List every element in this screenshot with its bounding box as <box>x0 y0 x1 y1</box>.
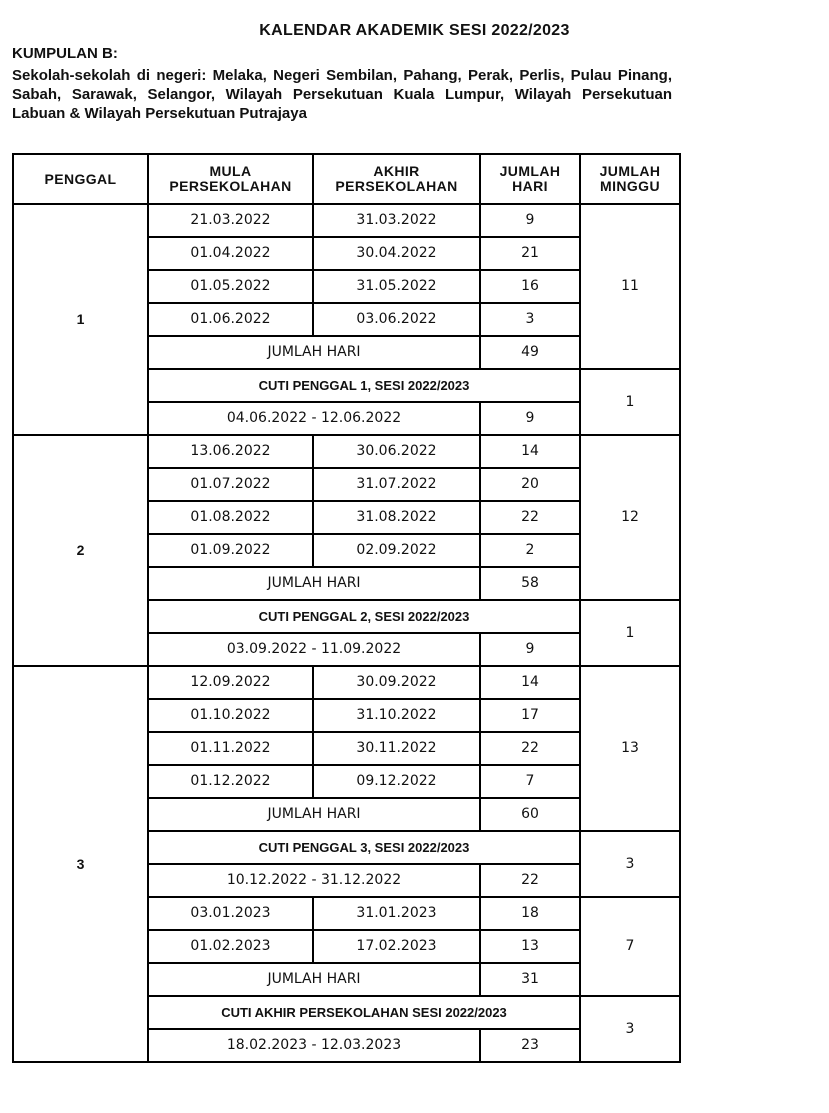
break-weeks: 1 <box>580 369 680 435</box>
header-mula: MULA PERSEKOLAHAN <box>148 154 313 204</box>
header-row <box>13 154 680 204</box>
header-penggal: PENGGAL <box>13 154 148 204</box>
day-count: 22 <box>480 732 580 765</box>
day-count: 2 <box>480 534 580 567</box>
day-count: 7 <box>480 765 580 798</box>
day-count: 17 <box>480 699 580 732</box>
end-date: 31.01.2023 <box>313 897 480 930</box>
end-date: 03.06.2022 <box>313 303 480 336</box>
total-days: 60 <box>480 798 580 831</box>
end-date: 02.09.2022 <box>313 534 480 567</box>
states-list: Sekolah-sekolah di negeri: Melaka, Negeri Sembilan, Pahang, Perak, Perlis, Pulau Pinang, Sabah, Sarawak, Selangor, Wilayah Persekutuan Kuala Lumpur, Wilayah Persekutuan Labuan & Wilayah Persekutuan Putrajaya <box>12 67 672 122</box>
group-label: KUMPULAN B: <box>12 45 118 62</box>
total-days: 49 <box>480 336 580 369</box>
start-date: 01.10.2022 <box>148 699 313 732</box>
end-date: 30.09.2022 <box>313 666 480 699</box>
end-date: 31.05.2022 <box>313 270 480 303</box>
page-title: KALENDAR AKADEMIK SESI 2022/2023 <box>259 22 570 39</box>
final-break-title: CUTI AKHIR PERSEKOLAHAN SESI 2022/2023 <box>148 996 580 1029</box>
week-count: 12 <box>580 435 680 600</box>
day-count: 13 <box>480 930 580 963</box>
start-date: 03.01.2023 <box>148 897 313 930</box>
day-count: 22 <box>480 501 580 534</box>
end-date: 17.02.2023 <box>313 930 480 963</box>
end-date: 31.07.2022 <box>313 468 480 501</box>
start-date: 13.06.2022 <box>148 435 313 468</box>
day-count: 3 <box>480 303 580 336</box>
total-days: 58 <box>480 567 580 600</box>
final-break-weeks: 3 <box>580 996 680 1062</box>
start-date: 01.02.2023 <box>148 930 313 963</box>
day-count: 14 <box>480 666 580 699</box>
start-date: 01.05.2022 <box>148 270 313 303</box>
break-weeks: 3 <box>580 831 680 897</box>
total-label: JUMLAH HARI <box>148 336 480 369</box>
break-range: 04.06.2022 - 12.06.2022 <box>148 402 480 435</box>
break-range: 03.09.2022 - 11.09.2022 <box>148 633 480 666</box>
penggal-cell: 2 <box>13 435 148 666</box>
break-days: 9 <box>480 633 580 666</box>
table-row <box>13 666 680 699</box>
total-days: 31 <box>480 963 580 996</box>
break-weeks: 1 <box>580 600 680 666</box>
end-date: 31.03.2022 <box>313 204 480 237</box>
day-count: 21 <box>480 237 580 270</box>
break-title: CUTI PENGGAL 1, SESI 2022/2023 <box>148 369 580 402</box>
header-jumlah-minggu: JUMLAH MINGGU <box>580 154 680 204</box>
final-break-range: 18.02.2023 - 12.03.2023 <box>148 1029 480 1062</box>
penggal-cell: 3 <box>13 666 148 1062</box>
total-label: JUMLAH HARI <box>148 798 480 831</box>
start-date: 01.08.2022 <box>148 501 313 534</box>
start-date: 01.07.2022 <box>148 468 313 501</box>
header-jumlah-hari: JUMLAH HARI <box>480 154 580 204</box>
break-days: 22 <box>480 864 580 897</box>
header-akhir: AKHIR PERSEKOLAHAN <box>313 154 480 204</box>
total-label: JUMLAH HARI <box>148 567 480 600</box>
week-count: 7 <box>580 897 680 996</box>
table-row <box>13 204 680 237</box>
end-date: 31.08.2022 <box>313 501 480 534</box>
table-row <box>13 435 680 468</box>
end-date: 30.06.2022 <box>313 435 480 468</box>
academic-calendar-table <box>12 153 681 1063</box>
total-label: JUMLAH HARI <box>148 963 480 996</box>
week-count: 11 <box>580 204 680 369</box>
start-date: 21.03.2022 <box>148 204 313 237</box>
final-break-days: 23 <box>480 1029 580 1062</box>
end-date: 30.04.2022 <box>313 237 480 270</box>
day-count: 18 <box>480 897 580 930</box>
penggal-cell: 1 <box>13 204 148 435</box>
end-date: 30.11.2022 <box>313 732 480 765</box>
start-date: 01.04.2022 <box>148 237 313 270</box>
day-count: 20 <box>480 468 580 501</box>
start-date: 01.11.2022 <box>148 732 313 765</box>
end-date: 09.12.2022 <box>313 765 480 798</box>
day-count: 9 <box>480 204 580 237</box>
day-count: 14 <box>480 435 580 468</box>
start-date: 01.12.2022 <box>148 765 313 798</box>
start-date: 01.06.2022 <box>148 303 313 336</box>
break-title: CUTI PENGGAL 2, SESI 2022/2023 <box>148 600 580 633</box>
day-count: 16 <box>480 270 580 303</box>
start-date: 01.09.2022 <box>148 534 313 567</box>
break-range: 10.12.2022 - 31.12.2022 <box>148 864 480 897</box>
break-days: 9 <box>480 402 580 435</box>
start-date: 12.09.2022 <box>148 666 313 699</box>
week-count: 13 <box>580 666 680 831</box>
end-date: 31.10.2022 <box>313 699 480 732</box>
break-title: CUTI PENGGAL 3, SESI 2022/2023 <box>148 831 580 864</box>
